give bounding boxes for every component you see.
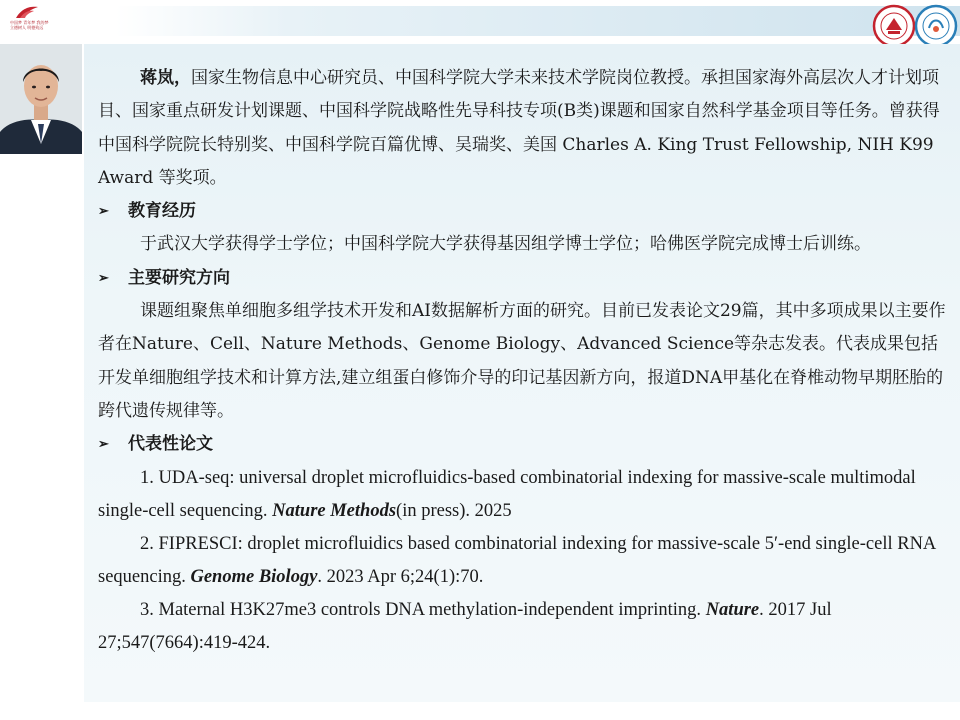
slide-header [0, 0, 960, 44]
papers-heading [98, 428, 948, 461]
paper-title: 2. FIPRESCI: droplet microfluidics based combinatorial indexing for massive-scale 5′-end single-cell RNA sequencing. [98, 533, 936, 587]
researcher-name: 蒋岚， [140, 68, 191, 88]
education-text: 于武汉大学获得学士学位；中国科学院大学获得基因组学博士学位；哈佛医学院完成博士后训练。 [140, 234, 871, 255]
person-photo-icon [0, 44, 82, 154]
paper-citation: (in press). 2025 [396, 500, 512, 521]
papers-title: 代表性论文 [128, 434, 213, 455]
arrow-bullet-icon: ➢ [98, 437, 109, 453]
bio-paragraph [98, 62, 948, 195]
paper-item [98, 462, 948, 528]
institute-seal-icon [914, 4, 958, 48]
paper-citation: . 2023 Apr 6;24(1):70. [317, 566, 484, 587]
arrow-bullet-icon: ➢ [98, 270, 109, 286]
bottom-margin [0, 702, 960, 720]
paper-item [98, 528, 948, 594]
school-motto [10, 20, 110, 30]
research-text: 课题组聚焦单细胞多组学技术开发和AI数据解析方面的研究。目前已发表论文29篇，其中多项成果以主要作者在Nature、Cell、Nature Methods、Genome Biology、Advanced Science等杂志发表。代表成果包括开发单细胞组学技术和计算方法,建立组蛋白修饰介导的印记基因新方向，报道DNA甲基化在脊椎动物早期胚胎的跨代遗传规律等。 [98, 301, 946, 421]
paper-title: 3. Maternal H3K27me3 controls DNA methylation-independent imprinting. [140, 599, 706, 620]
education-title: 教育经历 [128, 201, 196, 222]
portrait-photo [0, 44, 82, 154]
paper-citation: . 2017 Jul 27;547(7664):419-424. [98, 599, 832, 653]
paper-journal: Nature Methods [272, 500, 397, 521]
arrow-bullet-icon: ➢ [98, 204, 109, 220]
motto-line-1: 中国梦 青年梦 我的梦 [10, 20, 49, 25]
paper-item [98, 594, 948, 660]
education-heading [98, 195, 948, 228]
profile-text [98, 62, 948, 660]
paper-title: 1. UDA-seq: universal droplet microfluidics-based combinatorial indexing for massive-scale multimodal single-cell sequencing. [98, 467, 916, 521]
research-title: 主要研究方向 [128, 267, 230, 288]
research-heading [98, 262, 948, 295]
university-seal-icon [872, 4, 916, 48]
school-logo [4, 2, 114, 40]
paper-journal: Genome Biology [190, 566, 318, 587]
motto-line-2: 立德树人 明德致远 [10, 25, 44, 30]
bio-text: 国家生物信息中心研究员、中国科学院大学未来技术学院岗位教授。承担国家海外高层次人才计划项目、国家重点研发计划课题、中国科学院战略性先导科技专项(B类)课题和国家自然科学基金项目等任务。曾获得中国科学院院长特别奖、中国科学院百篇优博、吴瑞奖、美国 Charles A. King Trust Fellowship, NIH K99 Award 等奖项。 [98, 68, 940, 188]
paper-journal: Nature [705, 599, 760, 620]
header-gradient-bar [0, 6, 960, 36]
flame-logo-icon [14, 4, 40, 20]
